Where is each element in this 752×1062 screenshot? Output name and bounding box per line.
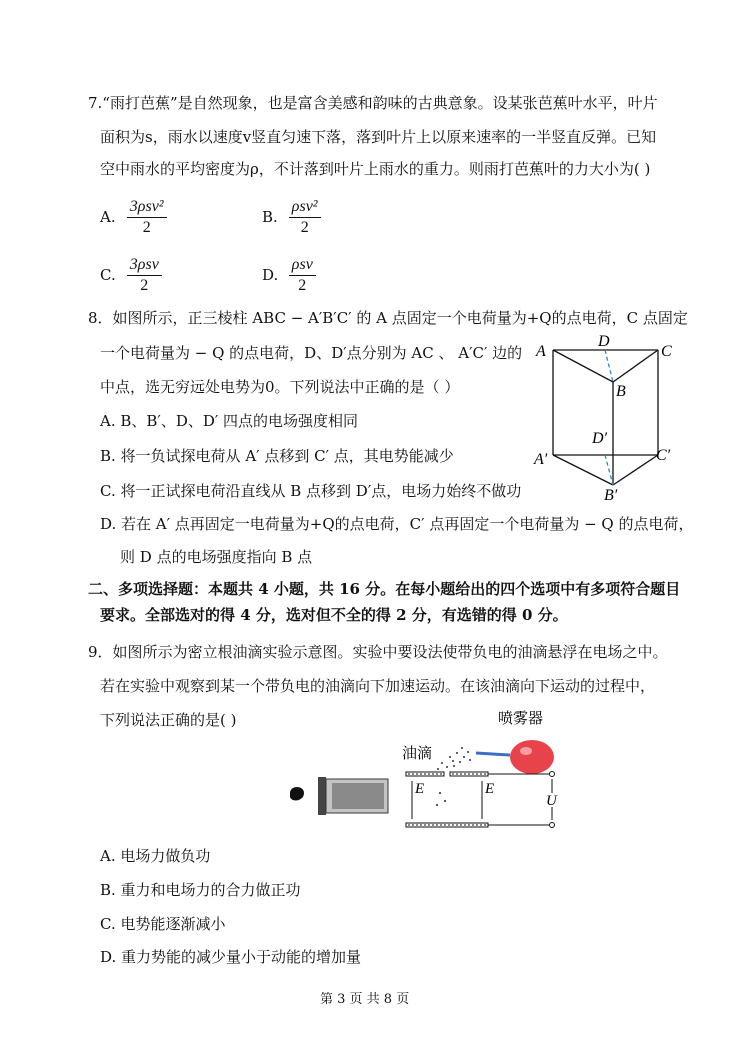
option-label: B.	[262, 207, 278, 226]
q7-line2: 面积为s，雨水以速度v竖直匀速下落，落到叶片上以原来速率的一半竖直反弹。已知	[100, 128, 657, 146]
label-B-prime: B′	[604, 487, 618, 502]
q9-line3: 下列说法正确的是( )	[100, 711, 237, 729]
field-label-right: E	[485, 781, 495, 797]
q7-option-c[interactable]	[100, 256, 162, 295]
option-label: D.	[262, 265, 279, 284]
page-footer: 第 3 页 共 8 页	[320, 992, 410, 1007]
q7-option-b[interactable]	[262, 198, 321, 237]
sprayer-bulb	[510, 740, 554, 774]
q8-option-d-cont: 则 D 点的电场强度指向 B 点	[120, 548, 313, 566]
q9-option-c[interactable]: C. 电势能逐渐减小	[100, 915, 226, 933]
sprayer-label: 喷雾器	[498, 711, 544, 727]
label-A: A	[536, 343, 546, 360]
q8-line2: 一个电荷量为 − Q 的点电荷，D、D′点分别为 AC 、 A′C′ 边的	[100, 344, 523, 362]
field-label-left: E	[415, 781, 425, 797]
q9-option-b[interactable]: B. 重力和电场力的合力做正功	[100, 881, 301, 899]
section-header-line2: 要求。全部选对的得 4 分，选对但不全的得 2 分，有选错的得 0 分。	[100, 606, 568, 624]
q9-option-d[interactable]: D. 重力势能的减少量小于动能的增加量	[100, 948, 362, 966]
label-B: B	[616, 383, 626, 400]
droplet-label: 油滴	[402, 746, 433, 762]
q9-line2: 若在实验中观察到某一个带负电的油滴向下加速运动。在该油滴向下运动的过程中，	[100, 677, 656, 695]
q8-option-c[interactable]: C. 将一正试探电荷沿直线从 B 点移到 D′点，电场力始终不做功	[100, 482, 522, 500]
q9-line1: 9．如图所示为密立根油滴实验示意图。实验中要设法使带负电的油滴悬浮在电场之中。	[88, 643, 668, 661]
q8-option-d[interactable]: D. 若在 A′ 点再固定一电荷量为+Q的点电荷，C′ 点再固定一个电荷量为 − Q 的点电荷，	[100, 515, 694, 533]
prism-figure	[528, 330, 684, 502]
section-header-line1: 二、多项选择题：本题共 4 小题，共 16 分。在每小题给出的四个选项中有多项符合题目	[88, 580, 681, 598]
q9-option-a[interactable]: A. 电场力做负功	[100, 847, 211, 865]
label-D: D	[598, 333, 610, 350]
fraction: $\frac{\text{ρsv²}}{2}$	[289, 198, 321, 237]
microscope-eyepiece	[318, 777, 326, 815]
label-C: C	[661, 343, 672, 360]
eye-icon	[290, 787, 304, 800]
option-label: C.	[100, 265, 116, 284]
q7-option-d[interactable]	[262, 256, 316, 295]
millikan-figure	[282, 705, 572, 835]
option-label: A.	[100, 207, 116, 226]
q7-line3: 空中雨水的平均密度为ρ，不计落到叶片上雨水的重力。则雨打芭蕉叶的力大小为( )	[100, 160, 651, 178]
q7-option-a[interactable]	[100, 198, 167, 237]
fraction: $\frac{\text{3ρsv}}{2}$	[127, 256, 162, 295]
q8-option-b[interactable]: B. 将一负试探电荷从 A′ 点移到 C′ 点，其电势能减少	[100, 447, 454, 465]
q8-line3: 中点，选无穷远处电势为0。下列说法中正确的是（ ）	[100, 378, 460, 396]
q8-line1: 8．如图所示，正三棱柱 ABC − A′B′C′ 的 A 点固定一个电荷量为+Q的点电荷，C 点固定	[88, 309, 688, 327]
label-D-prime: D′	[592, 430, 608, 447]
q8-option-a[interactable]: A. B、B′、D、D′ 四点的电场强度相同	[100, 412, 359, 430]
label-C-prime: C′	[656, 447, 671, 464]
spray-dots	[437, 747, 471, 770]
q7-line1: 7.“雨打芭蕉”是自然现象，也是富含美感和韵味的古典意象。设某张芭蕉叶水平，叶片	[88, 94, 658, 112]
label-A-prime: A′	[534, 451, 548, 468]
voltage-label: U	[546, 793, 557, 809]
fraction: $\frac{\text{3ρsv²}}{2}$	[127, 198, 167, 237]
fraction: $\frac{\text{ρsv}}{2}$	[289, 256, 316, 295]
